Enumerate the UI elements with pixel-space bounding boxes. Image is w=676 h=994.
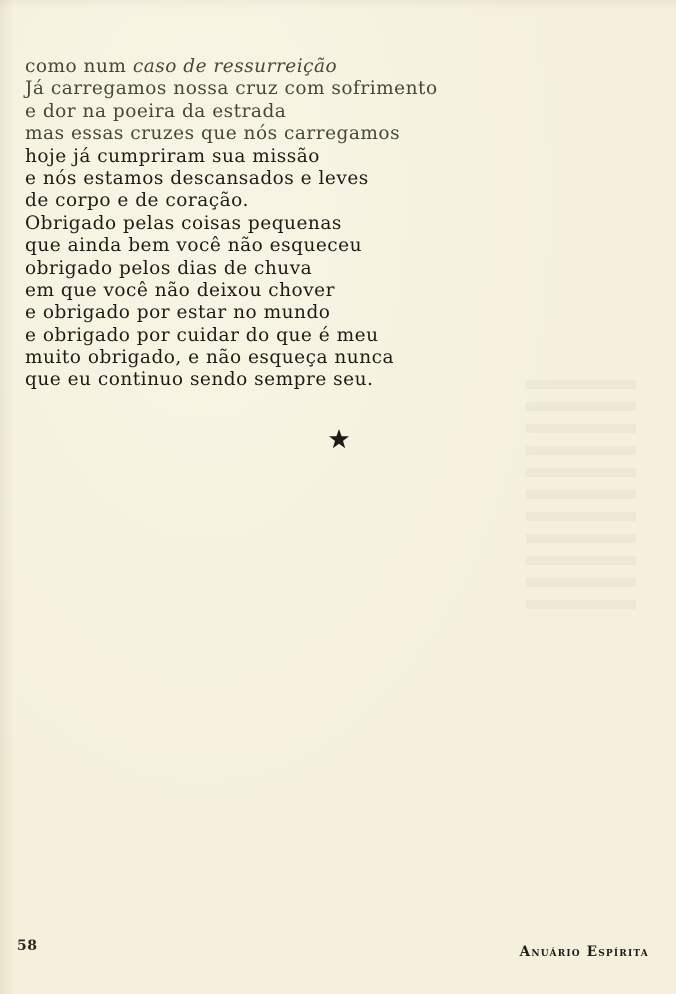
poem-line: que ainda bem você não esqueceu: [25, 235, 363, 257]
poem-line: em que você não deixou chover: [25, 279, 335, 301]
poem-emphasis: caso de ressurreição: [132, 56, 338, 77]
running-footer-title: Anuário Espírita: [519, 944, 649, 960]
poem-line: Já carregamos nossa cruz com sofrimento: [25, 78, 438, 100]
poem-line: Obrigado pelas coisas pequenas: [25, 212, 342, 234]
poem-line: obrigado pelos dias de chuva: [25, 257, 313, 279]
poem-line: de corpo e de coração.: [25, 190, 249, 212]
poem-line: como num caso de ressurreição: [25, 56, 338, 77]
poem-stanza: [25, 56, 625, 392]
show-through-texture: [526, 380, 636, 610]
poem-line: e nós estamos descansados e leves: [25, 167, 369, 189]
poem-line: e obrigado por estar no mundo: [25, 302, 331, 324]
poem-line: e dor na poeira da estrada: [25, 100, 287, 122]
poem-line: mas essas cruzes que nós carregamos: [25, 123, 401, 145]
poem-line: que eu continuo sendo sempre seu.: [25, 369, 374, 391]
poem-line: hoje já cumpriram sua missão: [25, 145, 320, 167]
poem-line: muito obrigado, e não esqueça nunca: [25, 347, 395, 369]
poem-line: e obrigado por cuidar do que é meu: [25, 324, 379, 346]
page-number: 58: [17, 938, 38, 954]
star-icon: [327, 427, 351, 451]
